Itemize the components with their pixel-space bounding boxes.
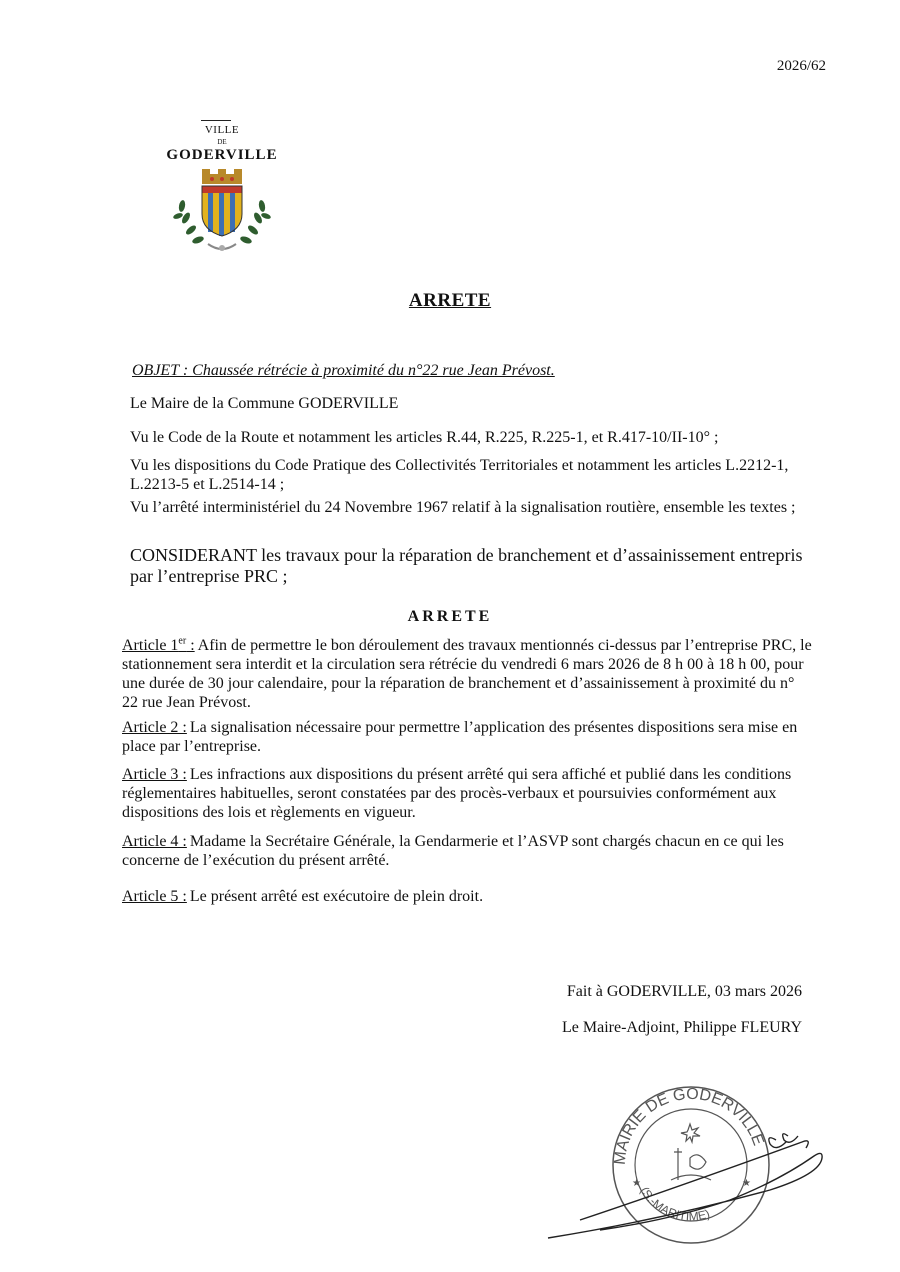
article-1: [122, 632, 812, 712]
page-title: ARRETE: [408, 290, 492, 311]
article-text: Afin de permettre le bon déroulement des travaux mentionnés ci-dessus par l’entreprise PRC, le stationnement sera interdit et la circulation sera rétrécie du vendredi 6 mars 2026 de 8 h 00 à 18 h 00, pour une durée de 30 jour calendaire, pour la réparation de branchement et d’assainissement à proximité du n° 22 rue Jean Prévost.: [122, 637, 812, 712]
article-5: [122, 887, 812, 906]
fait-a-line: Fait à GODERVILLE, 03 mars 2026: [566, 983, 802, 1000]
article-2: [122, 718, 812, 756]
document-reference: 2026/62: [776, 58, 826, 74]
svg-text:★: ★: [632, 1178, 641, 1189]
article-label: Article 4 :: [122, 833, 187, 850]
article-text: Madame la Secrétaire Générale, la Gendarmerie et l’ASVP sont chargés chacun en ce qui les concerne de l’exécution du présent arrêté.: [122, 833, 784, 869]
logo-name: GODERVILLE: [166, 147, 278, 163]
article-label: Article 1er :: [122, 636, 195, 655]
logo-ville: VILLE: [204, 124, 240, 136]
logo-de: DE: [217, 138, 227, 146]
objet-line: OBJET : Chaussée rétrécie à proximité du n°22 rue Jean Prévost.: [132, 362, 555, 379]
article-label: Article 3 :: [122, 766, 187, 783]
article-3: [122, 765, 812, 822]
stamp-emblem-icon: [671, 1124, 711, 1180]
article-label: Article 5 :: [122, 888, 187, 905]
stamp-bottom-text: (S.-MARITIME): [637, 1184, 712, 1224]
maire-line: Le Maire de la Commune GODERVILLE: [130, 395, 399, 412]
coat-of-arms-icon: [172, 168, 272, 260]
stamp-top-text: MAIRIE DE GODERVILLE: [611, 1085, 767, 1166]
svg-text:★: ★: [742, 1178, 751, 1189]
vu-code-collectivites: Vu les dispositions du Code Pratique des Collectivités Territoriales et notamment les articles L.2212-1, L.2213-5 et L.2514-14 ;: [130, 457, 789, 493]
article-text: La signalisation nécessaire pour permettre l’application des présentes dispositions sera mise en place par l’entreprise.: [122, 719, 798, 755]
arrete-heading: ARRETE: [407, 608, 493, 625]
article-text: Le présent arrêté est exécutoire de plein droit.: [189, 888, 484, 905]
ville-logo: [138, 116, 306, 284]
considerant: CONSIDERANT les travaux pour la réparation de branchement et d’assainissement entrepris par l’entreprise PRC ;: [130, 545, 803, 586]
vu-arrete-interministeriel: Vu l’arrêté interministériel du 24 Novembre 1967 relatif à la signalisation routière, ensemble les textes ;: [130, 499, 796, 516]
article-label: Article 2 :: [122, 719, 187, 736]
vu-code-route: Vu le Code de la Route et notamment les articles R.44, R.225, R.225-1, et R.417-10/II-10° ;: [130, 429, 719, 446]
mairie-stamp-and-signature: [540, 1070, 840, 1250]
article-text: Les infractions aux dispositions du présent arrêté qui sera affiché et publié dans les conditions réglementaires habituelles, seront constatées par des procès-verbaux et poursuivies conformément aux dispositions des lois et règlements en vigueur.: [122, 766, 792, 821]
signataire-line: Le Maire-Adjoint, Philippe FLEURY: [562, 1019, 802, 1036]
article-4: [122, 832, 812, 870]
